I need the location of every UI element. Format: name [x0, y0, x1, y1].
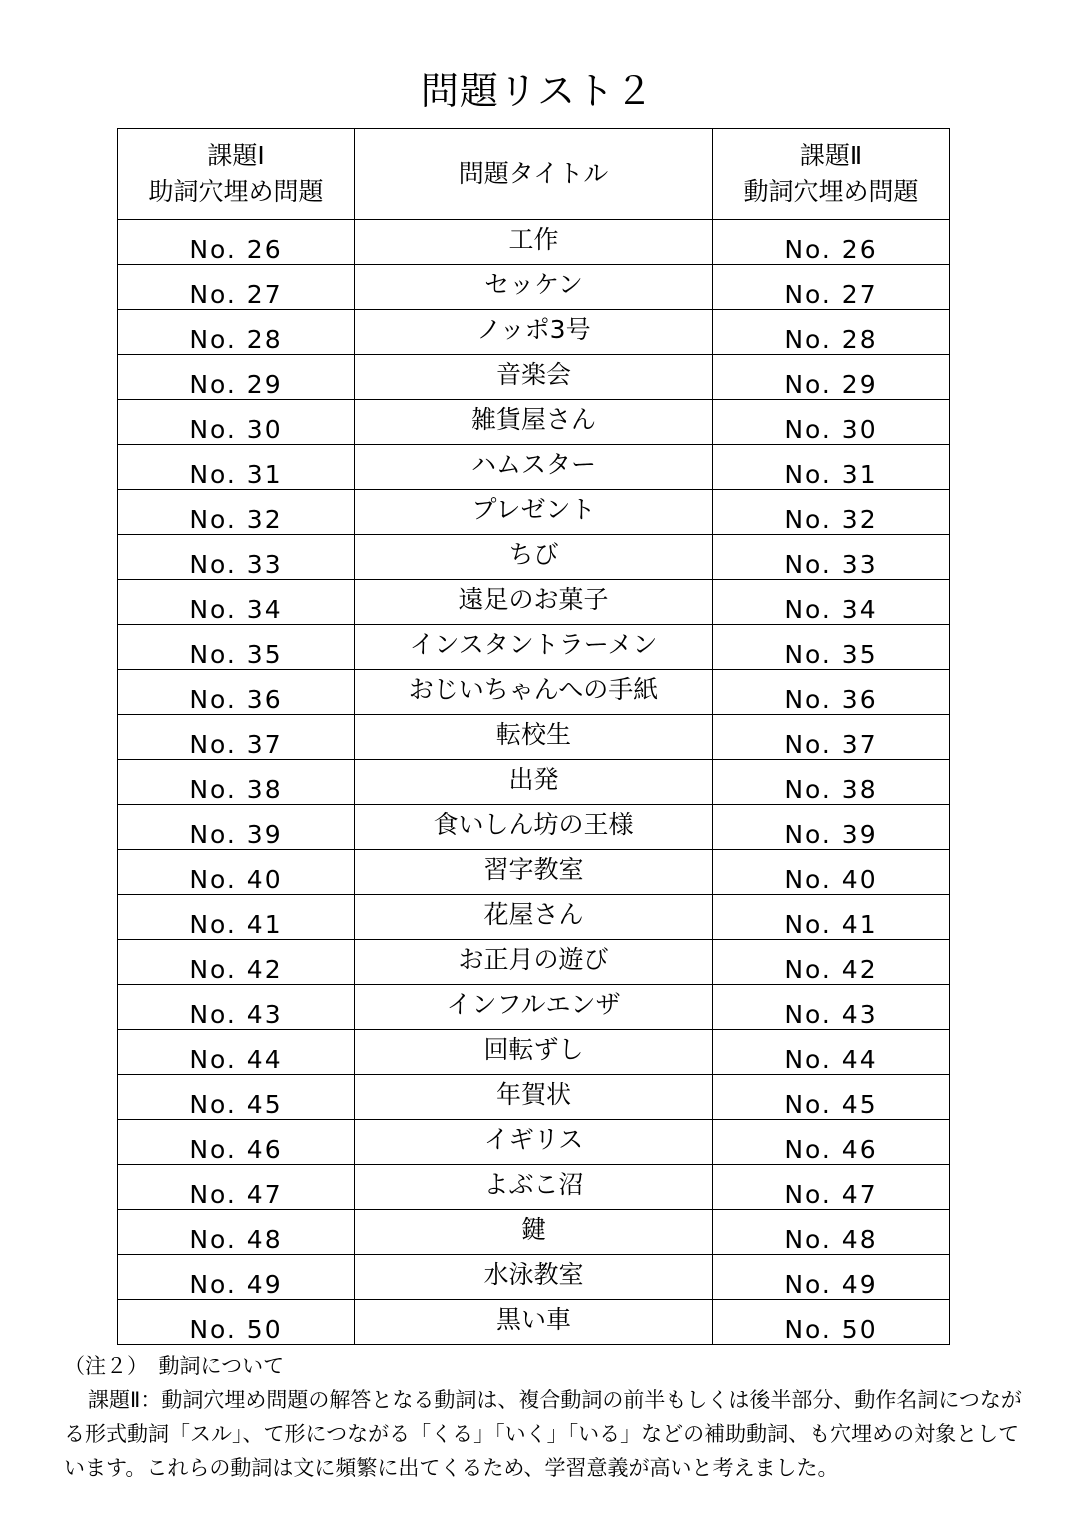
task2-number: No. 50	[713, 1300, 950, 1345]
task2-number: No. 29	[713, 355, 950, 400]
problem-title: よぶこ沼	[355, 1165, 713, 1210]
task2-number: No. 44	[713, 1030, 950, 1075]
task2-number: No. 32	[713, 490, 950, 535]
problem-title: イギリス	[355, 1120, 713, 1165]
problem-title: インスタントラーメン	[355, 625, 713, 670]
footnote-body: 課題Ⅱ：動詞穴埋め問題の解答となる動詞は、複合動詞の前半もしくは後半部分、動作名詞につながる形式動詞「スル」、て形につながる「くる」「いく」「いる」などの補助動詞、も穴埋めの対象としています。これらの動詞は文に頻繁に出てくるため、学習意義が高いと考えました。	[64, 1388, 1022, 1480]
task2-number: No. 28	[713, 310, 950, 355]
task1-number: No. 35	[118, 625, 355, 670]
table-row	[118, 1120, 950, 1165]
task2-number: No. 31	[713, 445, 950, 490]
table-row	[118, 670, 950, 715]
table-row	[118, 985, 950, 1030]
task1-number: No. 34	[118, 580, 355, 625]
task1-number: No. 41	[118, 895, 355, 940]
table-row	[118, 1075, 950, 1120]
header-task2-label: 課題Ⅱ	[799, 141, 863, 170]
table-row	[118, 220, 950, 265]
table-row	[118, 1255, 950, 1300]
table-row	[118, 850, 950, 895]
task2-number: No. 40	[713, 850, 950, 895]
table-row	[118, 940, 950, 985]
footnote-heading: （注２） 動詞について	[64, 1354, 285, 1378]
problem-title: 遠足のお菓子	[355, 580, 713, 625]
header-task1-desc: 助詞穴埋め問題	[148, 177, 324, 206]
task2-number: No. 35	[713, 625, 950, 670]
page-title: 問題リスト２	[420, 69, 655, 113]
task2-number: No. 33	[713, 535, 950, 580]
task2-number: No. 42	[713, 940, 950, 985]
problem-title: 出発	[355, 760, 713, 805]
header-title-label: 問題タイトル	[458, 159, 609, 188]
table-row	[118, 1300, 950, 1345]
task2-number: No. 37	[713, 715, 950, 760]
task2-number: No. 27	[713, 265, 950, 310]
header-title	[355, 129, 713, 220]
table-row	[118, 535, 950, 580]
task1-number: No. 49	[118, 1255, 355, 1300]
task2-number: No. 30	[713, 400, 950, 445]
task1-number: No. 50	[118, 1300, 355, 1345]
task1-number: No. 46	[118, 1120, 355, 1165]
task1-number: No. 27	[118, 265, 355, 310]
problem-title: 習字教室	[355, 850, 713, 895]
problem-title: プレゼント	[355, 490, 713, 535]
table-row	[118, 445, 950, 490]
table-row	[118, 580, 950, 625]
problem-title: セッケン	[355, 265, 713, 310]
task2-number: No. 45	[713, 1075, 950, 1120]
task1-number: No. 44	[118, 1030, 355, 1075]
task1-number: No. 28	[118, 310, 355, 355]
problem-title: 花屋さん	[355, 895, 713, 940]
task2-number: No. 46	[713, 1120, 950, 1165]
task1-number: No. 45	[118, 1075, 355, 1120]
table-row	[118, 895, 950, 940]
table-row	[118, 1210, 950, 1255]
task2-number: No. 41	[713, 895, 950, 940]
task2-number: No. 34	[713, 580, 950, 625]
problem-title: 黒い車	[355, 1300, 713, 1345]
task2-number: No. 47	[713, 1165, 950, 1210]
problem-title: おじいちゃんへの手紙	[355, 670, 713, 715]
table-header-row	[118, 129, 950, 220]
problem-title: インフルエンザ	[355, 985, 713, 1030]
table-row	[118, 400, 950, 445]
task1-number: No. 26	[118, 220, 355, 265]
task2-number: No. 43	[713, 985, 950, 1030]
problem-title: 食いしん坊の王様	[355, 805, 713, 850]
table-row	[118, 265, 950, 310]
header-task2	[713, 129, 950, 220]
task2-number: No. 48	[713, 1210, 950, 1255]
task2-number: No. 36	[713, 670, 950, 715]
problem-list-table	[117, 128, 950, 1345]
task1-number: No. 33	[118, 535, 355, 580]
table-row	[118, 310, 950, 355]
table-row	[118, 490, 950, 535]
table-row	[118, 1030, 950, 1075]
problem-title: 転校生	[355, 715, 713, 760]
task1-number: No. 37	[118, 715, 355, 760]
task1-number: No. 43	[118, 985, 355, 1030]
problem-title: 年賀状	[355, 1075, 713, 1120]
problem-title: 工作	[355, 220, 713, 265]
header-task2-desc: 動詞穴埋め問題	[743, 177, 919, 206]
task2-number: No. 39	[713, 805, 950, 850]
task1-number: No. 30	[118, 400, 355, 445]
task2-number: No. 49	[713, 1255, 950, 1300]
task1-number: No. 40	[118, 850, 355, 895]
task1-number: No. 36	[118, 670, 355, 715]
table-row	[118, 1165, 950, 1210]
problem-title: お正月の遊び	[355, 940, 713, 985]
task1-number: No. 29	[118, 355, 355, 400]
table-row	[118, 715, 950, 760]
task1-number: No. 32	[118, 490, 355, 535]
header-task1-label: 課題Ⅰ	[207, 141, 265, 170]
table-body	[118, 220, 950, 1345]
task2-number: No. 26	[713, 220, 950, 265]
task1-number: No. 42	[118, 940, 355, 985]
task1-number: No. 38	[118, 760, 355, 805]
task1-number: No. 31	[118, 445, 355, 490]
header-task1	[118, 129, 355, 220]
table-row	[118, 355, 950, 400]
footnote	[64, 1349, 1024, 1485]
problem-title: 雑貨屋さん	[355, 400, 713, 445]
problem-title: 鍵	[355, 1210, 713, 1255]
task1-number: No. 48	[118, 1210, 355, 1255]
table-row	[118, 625, 950, 670]
task2-number: No. 38	[713, 760, 950, 805]
task1-number: No. 47	[118, 1165, 355, 1210]
problem-title: ノッポ3号	[355, 310, 713, 355]
problem-title: ハムスター	[355, 445, 713, 490]
problem-title: 音楽会	[355, 355, 713, 400]
task1-number: No. 39	[118, 805, 355, 850]
problem-title: ちび	[355, 535, 713, 580]
table-row	[118, 760, 950, 805]
table-row	[118, 805, 950, 850]
problem-title: 水泳教室	[355, 1255, 713, 1300]
problem-title: 回転ずし	[355, 1030, 713, 1075]
